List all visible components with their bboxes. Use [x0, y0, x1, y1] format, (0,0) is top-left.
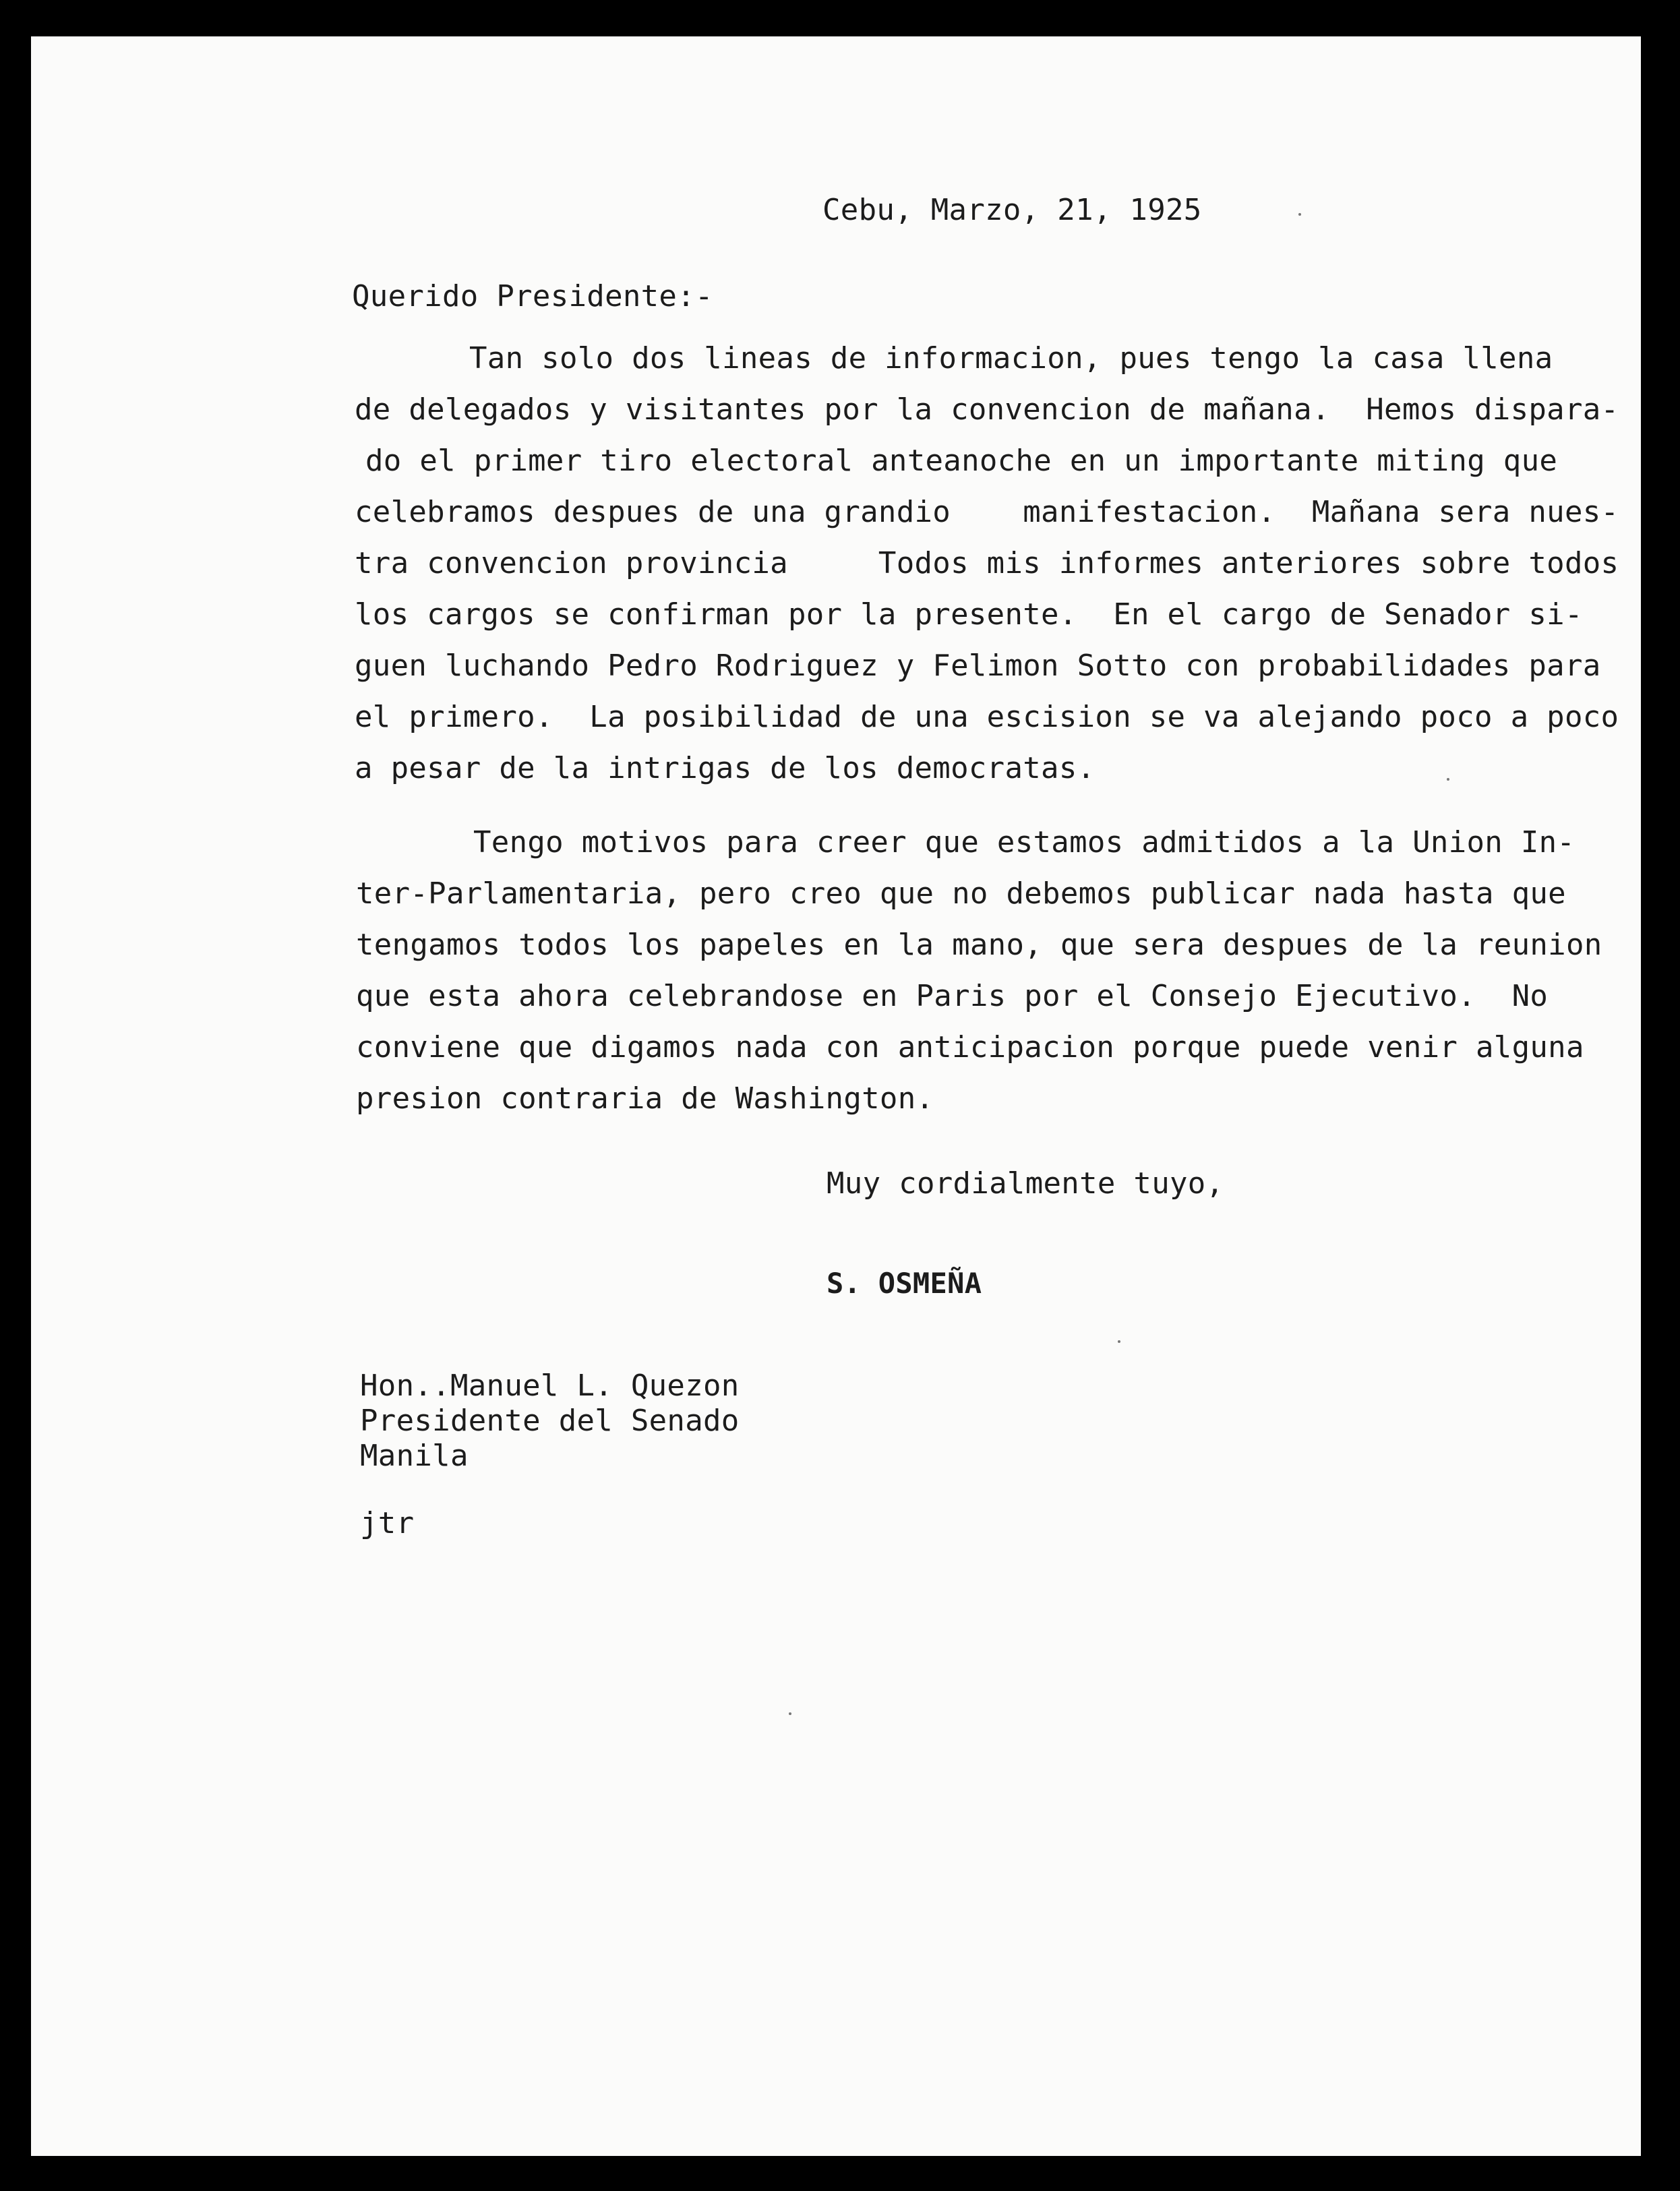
paragraph1-line: los cargos se confirman por la presente. En el cargo de Senador si- — [355, 597, 1583, 632]
paragraph2-line: ter-Parlamentaria, pero creo que no debemos publicar nada hasta que — [356, 876, 1566, 911]
paper-speck — [789, 1712, 791, 1715]
paper-speck — [1298, 213, 1301, 216]
paragraph2-line: Tengo motivos para creer que estamos admitidos a la Union In- — [473, 825, 1576, 860]
addressee-line: Manila — [360, 1439, 469, 1473]
paragraph1-line: do el primer tiro electoral anteanoche en un importante miting que — [365, 444, 1558, 478]
paragraph1-line: a pesar de la intrigas de los democratas. — [355, 751, 1096, 785]
paragraph2-line: que esta ahora celebrandose en Paris por el Consejo Ejecutivo. No — [356, 979, 1549, 1013]
paper-speck — [1118, 1340, 1120, 1343]
paragraph1-line: Tan solo dos lineas de informacion, pues tengo la casa llena — [469, 341, 1553, 376]
addressee-line: Hon..Manuel L. Quezon — [360, 1369, 740, 1403]
salutation: Querido Presidente:- — [352, 279, 713, 313]
typist-initials: jtr — [360, 1506, 415, 1540]
paragraph2-line: conviene que digamos nada con anticipacion porque puede venir alguna — [356, 1030, 1584, 1064]
paragraph1-line: guen luchando Pedro Rodriguez y Felimon Sotto con probabilidades para — [355, 649, 1601, 683]
paragraph2-line: tengamos todos los papeles en la mano, que sera despues de la reunion — [356, 928, 1602, 962]
paper-speck — [1447, 778, 1449, 781]
paragraph1-line: celebramos despues de una grandio manifestacion. Mañana sera nues- — [355, 495, 1619, 529]
addressee-line: Presidente del Senado — [360, 1404, 740, 1438]
dateline: Cebu, Marzo, 21, 1925 — [822, 193, 1202, 227]
signature: S. OSMEÑA — [827, 1267, 982, 1300]
closing: Muy cordialmente tuyo, — [827, 1166, 1224, 1201]
paragraph1-line: el primero. La posibilidad de una escision se va alejando poco a poco — [355, 700, 1619, 734]
paragraph1-line: de delegados y visitantes por la convencion de mañana. Hemos dispara- — [355, 392, 1619, 427]
paragraph2-line: presion contraria de Washington. — [356, 1081, 934, 1116]
letter-sheet — [31, 36, 1641, 2156]
paragraph1-line: tra convencion provincia Todos mis informes anteriores sobre todos — [355, 546, 1619, 580]
